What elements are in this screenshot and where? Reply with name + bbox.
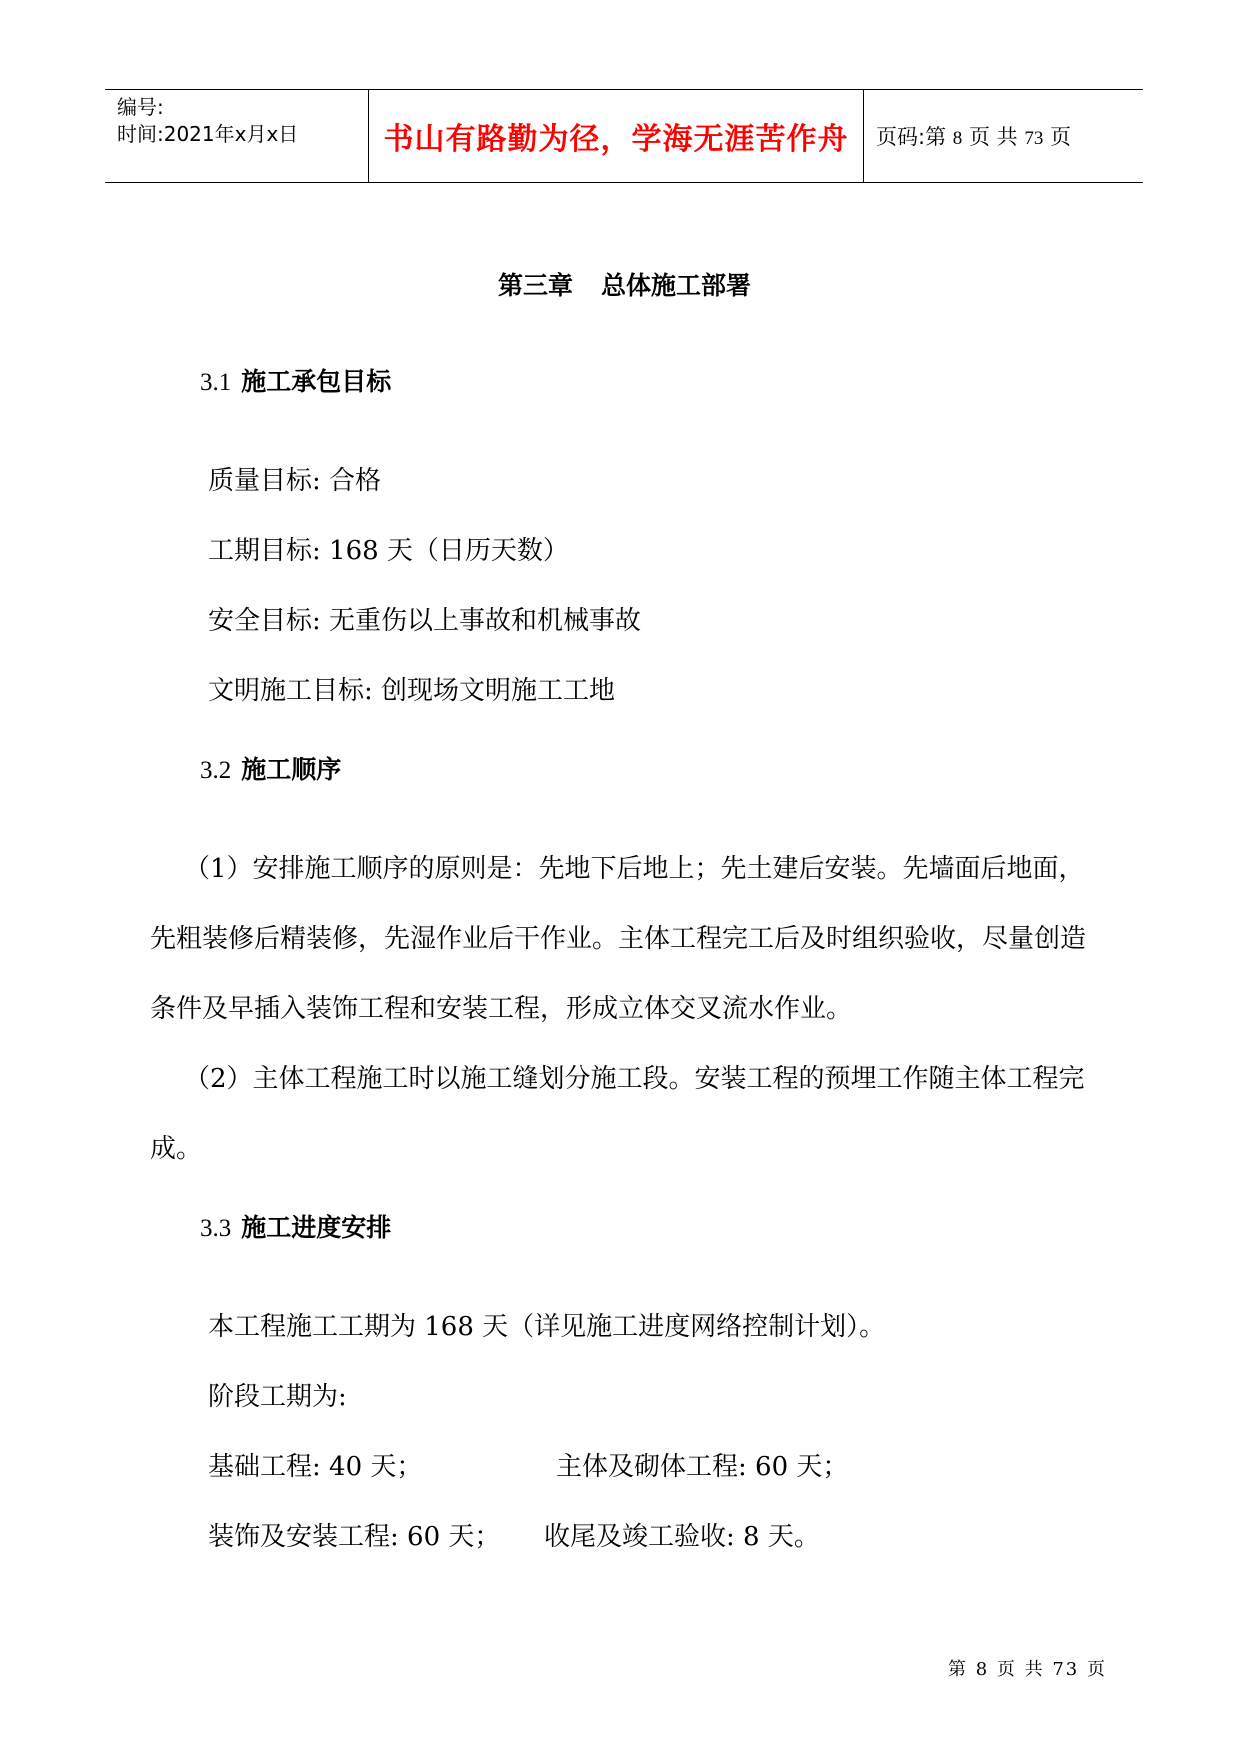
- target-line: 安全目标: 无重伤以上事故和机械事故: [208, 606, 642, 636]
- header-page-cell: [864, 90, 1143, 182]
- schedule-line: 本工程施工工期为 168 天（详见施工进度网络控制计划）。: [208, 1312, 886, 1342]
- target-line: 质量目标: 合格: [208, 466, 382, 496]
- time-label: 时间:2021年x月x日: [117, 122, 299, 146]
- chapter-number: 第三章: [497, 271, 573, 300]
- header-meta: [105, 90, 369, 182]
- page-number: 8: [952, 128, 963, 149]
- page-prefix: 页码:第: [876, 125, 947, 149]
- page-suffix: 页: [1050, 125, 1072, 149]
- number-label: 编号:: [117, 95, 164, 119]
- header-motto-cell: [369, 90, 864, 182]
- schedule-line: 阶段工期为:: [208, 1382, 347, 1412]
- chapter-name: 总体施工部署: [601, 271, 752, 300]
- section-heading: [200, 362, 391, 398]
- page-header: [105, 89, 1143, 183]
- phase-item: 主体及砌体工程: 60 天；: [556, 1452, 849, 1482]
- motto: 书山有路勤为径，学海无涯苦作舟: [383, 122, 849, 157]
- chapter-title: [0, 266, 1241, 302]
- paragraph-line: 条件及早插入装饰工程和安装工程，形成立体交叉流水作业。: [150, 994, 853, 1024]
- section-heading: [200, 750, 341, 786]
- section-title: 施工承包目标: [241, 367, 392, 396]
- paragraph-line: （1）安排施工顺序的原则是：先地下后地上；先土建后安装。先墙面后地面，: [184, 854, 1085, 884]
- section-number: 3.1: [200, 369, 232, 396]
- page-footer: 第 8 页 共 73 页: [948, 1659, 1107, 1680]
- section-title: 施工进度安排: [241, 1213, 392, 1242]
- phase-item: 收尾及竣工验收: 8 天。: [544, 1522, 820, 1552]
- page-indicator: [876, 121, 1071, 151]
- page-middle: 页 共: [968, 125, 1018, 149]
- target-line: 文明施工目标: 创现场文明施工工地: [208, 676, 616, 706]
- paragraph-line: 先粗装修后精装修，先湿作业后干作业。主体工程完工后及时组织验收，尽量创造: [150, 924, 1087, 954]
- section-number: 3.3: [200, 1215, 232, 1242]
- target-line: 工期目标: 168 天（日历天数）: [208, 536, 569, 566]
- total-pages: 73: [1024, 128, 1044, 149]
- section-heading: [200, 1208, 391, 1244]
- paragraph-line: 成。: [150, 1134, 203, 1164]
- phase-item: 装饰及安装工程: 60 天；: [208, 1522, 501, 1552]
- section-number: 3.2: [200, 757, 232, 784]
- phase-item: 基础工程: 40 天；: [208, 1452, 423, 1482]
- section-title: 施工顺序: [241, 755, 342, 784]
- paragraph-line: （2）主体工程施工时以施工缝划分施工段。安装工程的预埋工作随主体工程完: [184, 1064, 1085, 1094]
